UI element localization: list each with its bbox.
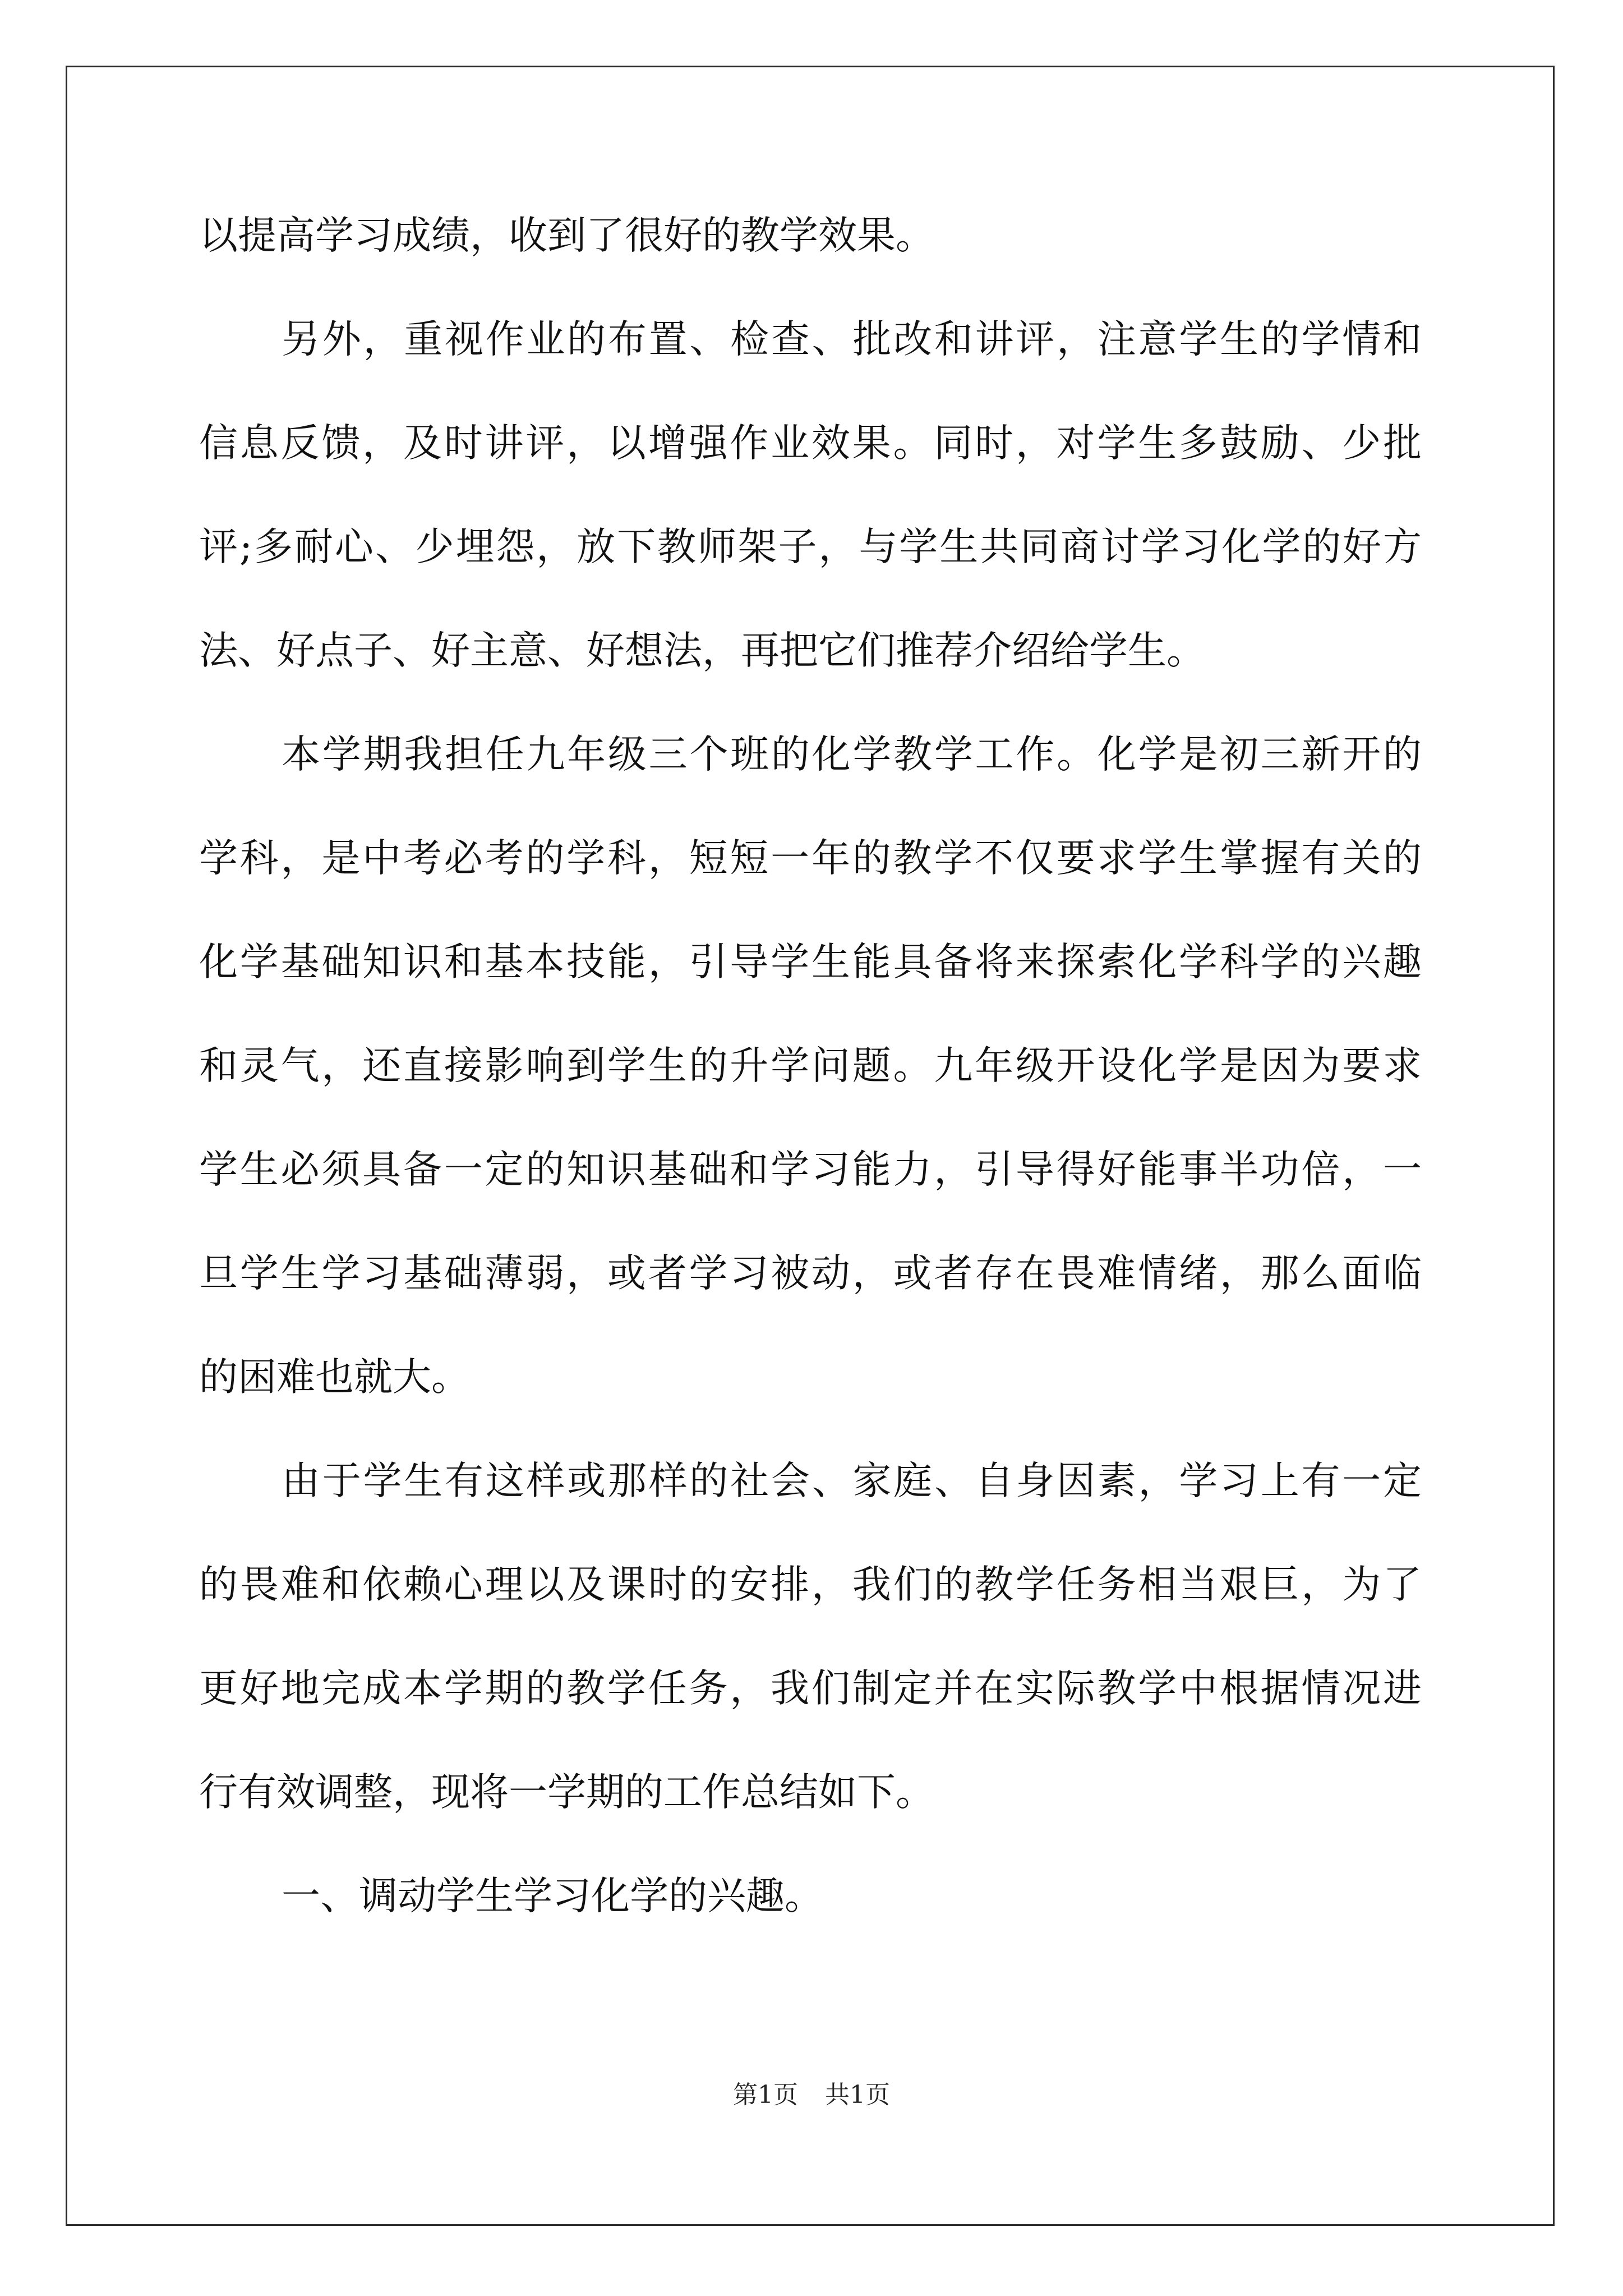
text-line: 另外，重视作业的布置、检查、批改和讲评，注意学生的学情和 (282, 317, 1422, 362)
page-footer (0, 2078, 1623, 2112)
text-line: 行有效调整，现将一学期的工作总结如下。 (199, 1770, 934, 1815)
text-line: 更好地完成本学期的教学任务，我们制定并在实际教学中根据情况进 (199, 1666, 1422, 1711)
text-line: 以提高学习成绩，收到了很好的教学效果。 (199, 213, 934, 258)
text-line: 旦学生学习基础薄弱，或者学习被动，或者存在畏难情绪，那么面临 (199, 1251, 1422, 1296)
text-line: 学生必须具备一定的知识基础和学习能力，引导得好能事半功倍，一 (199, 1147, 1422, 1192)
text-line: 法、好点子、好主意、好想法，再把它们推荐介绍给学生。 (199, 628, 1205, 673)
page-number: 第1页 (733, 2081, 798, 2109)
text-line: 的困难也就大。 (199, 1355, 470, 1400)
text-line: 本学期我担任九年级三个班的化学教学工作。化学是初三新开的 (282, 732, 1422, 777)
text-line: 评;多耐心、少埋怨，放下教师架子，与学生共同商讨学习化学的好方 (199, 524, 1422, 569)
page-total: 共1页 (825, 2081, 890, 2109)
text-line: 的畏难和依赖心理以及课时的安排，我们的教学任务相当艰巨，为了 (199, 1562, 1422, 1607)
text-line: 化学基础知识和基本技能，引导学生能具备将来探索化学科学的兴趣 (199, 940, 1422, 984)
text-line: 学科，是中考必考的学科，短短一年的教学不仅要求学生掌握有关的 (199, 836, 1422, 881)
text-line: 由于学生有这样或那样的社会、家庭、自身因素，学习上有一定 (282, 1458, 1422, 1503)
text-line: 信息反馈，及时讲评，以增强作业效果。同时，对学生多鼓励、少批 (199, 421, 1422, 466)
section-heading: 一、调动学生学习化学的兴趣。 (282, 1874, 823, 1918)
text-line: 和灵气，还直接影响到学生的升学问题。九年级开设化学是因为要求 (199, 1043, 1422, 1088)
